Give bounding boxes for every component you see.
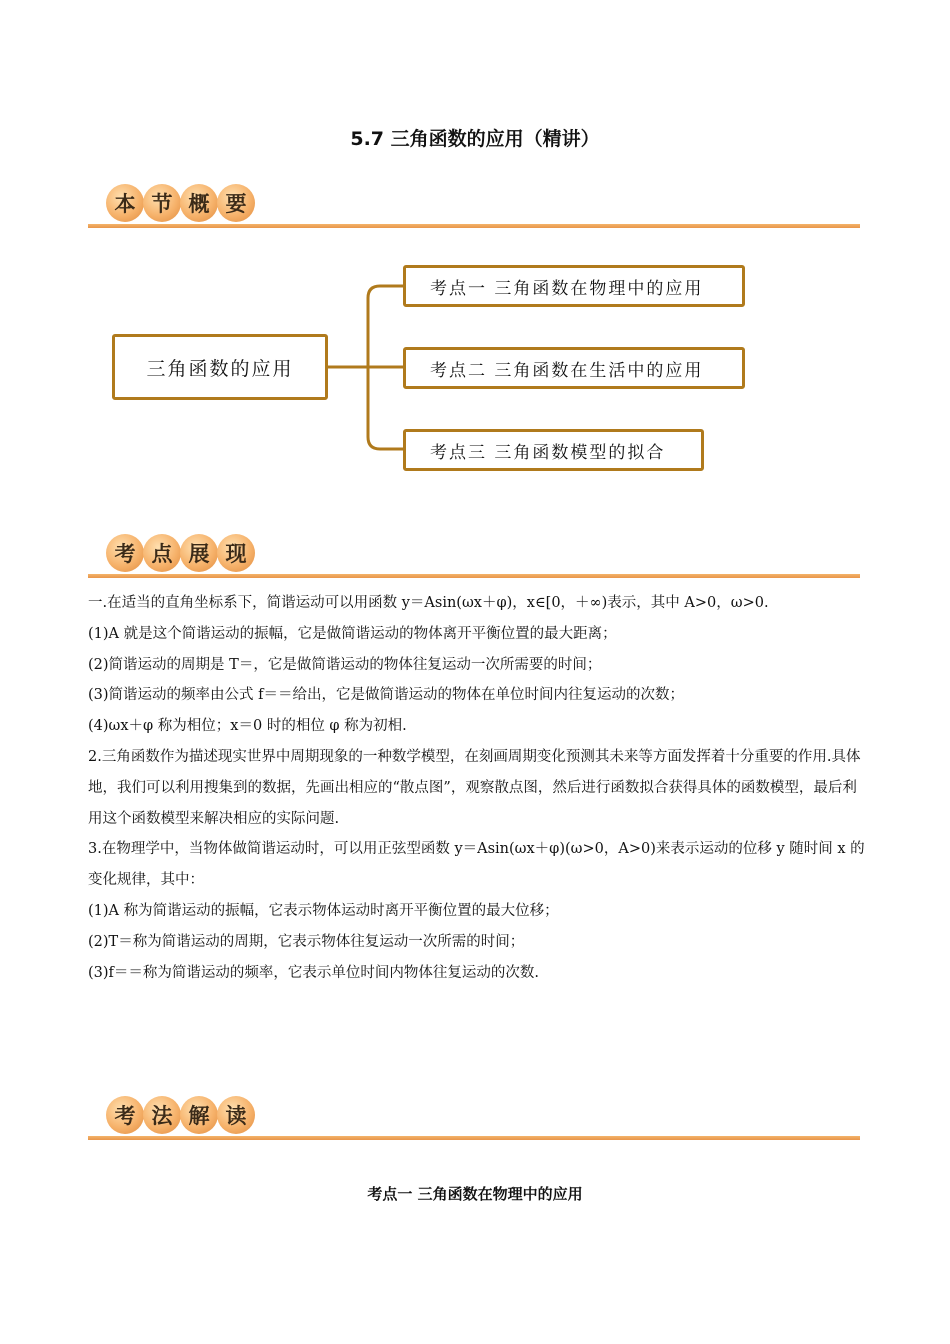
banner-char: 读 (217, 1096, 255, 1134)
paragraph: (1)A 就是这个简谐运动的振幅，它是做简谐运动的物体离开平衡位置的最大距离； (88, 625, 617, 642)
paragraph: 3.在物理学中，当物体做简谐运动时，可以用正弦型函数 y＝Asin(ωx＋φ)(ω>0，A>0)来表示运动的位移 y 随时间 x 的变化规律，其中： (88, 841, 865, 889)
body-text (88, 588, 868, 988)
paragraph: (1)A 称为简谐运动的振幅，它表示物体运动时离开平衡位置的最大位移； (88, 902, 559, 919)
banner-char: 点 (143, 534, 181, 572)
mindmap-root: 三角函数的应用 (112, 334, 328, 400)
paragraph: 2.三角函数作为描述现实世界中周期现象的一种数学模型，在刻画周期变化预测其未来等方面发挥着十分重要的作用.具体地，我们可以利用搜集到的数据，先画出相应的“散点图”，观察散点图，然后进行函数拟合获得具体的函数模型，最后利用这个函数模型来解决相应的实际问题. (88, 748, 861, 827)
banner-char: 法 (143, 1096, 181, 1134)
mindmap-node: 考点三 三角函数模型的拟合 (403, 429, 704, 471)
paragraph: (4)ωx＋φ 称为相位；x＝0 时的相位 φ 称为初相. (88, 718, 407, 735)
banner-char: 解 (180, 1096, 218, 1134)
banner-char: 考 (106, 1096, 144, 1134)
page-title: 5.7 三角函数的应用（精讲） (350, 128, 600, 150)
banner-char: 本 (106, 184, 144, 222)
paragraph: (2)T＝称为简谐运动的周期，它表示物体往复运动一次所需的时间； (88, 933, 525, 950)
banner-char: 节 (143, 184, 181, 222)
section-banner-methods (88, 1096, 860, 1142)
paragraph: 一.在适当的直角坐标系下，简谐运动可以用函数 y＝Asin(ωx＋φ)，x∈[0，＋∞)表示，其中 A>0，ω>0. (88, 595, 769, 611)
banner-char: 现 (217, 534, 255, 572)
section-banner-key-points (88, 534, 860, 580)
subheading: 考点一 三角函数在物理中的应用 (367, 1185, 583, 1203)
banner-rule (88, 574, 860, 578)
paragraph: (3)简谐运动的频率由公式 f＝＝给出，它是做简谐运动的物体在单位时间内往复运动的次数； (88, 687, 685, 704)
mindmap-node: 考点一 三角函数在物理中的应用 (403, 265, 745, 307)
paragraph: (3)f＝＝称为简谐运动的频率，它表示单位时间内物体往复运动的次数. (88, 964, 540, 981)
banner-char: 考 (106, 534, 144, 572)
mindmap-node: 考点二 三角函数在生活中的应用 (403, 347, 745, 389)
banner-char: 要 (217, 184, 255, 222)
banner-char: 展 (180, 534, 218, 572)
banner-char: 概 (180, 184, 218, 222)
banner-rule (88, 1136, 860, 1140)
paragraph: (2)简谐运动的周期是 T＝，它是做简谐运动的物体往复运动一次所需要的时间； (88, 656, 602, 673)
